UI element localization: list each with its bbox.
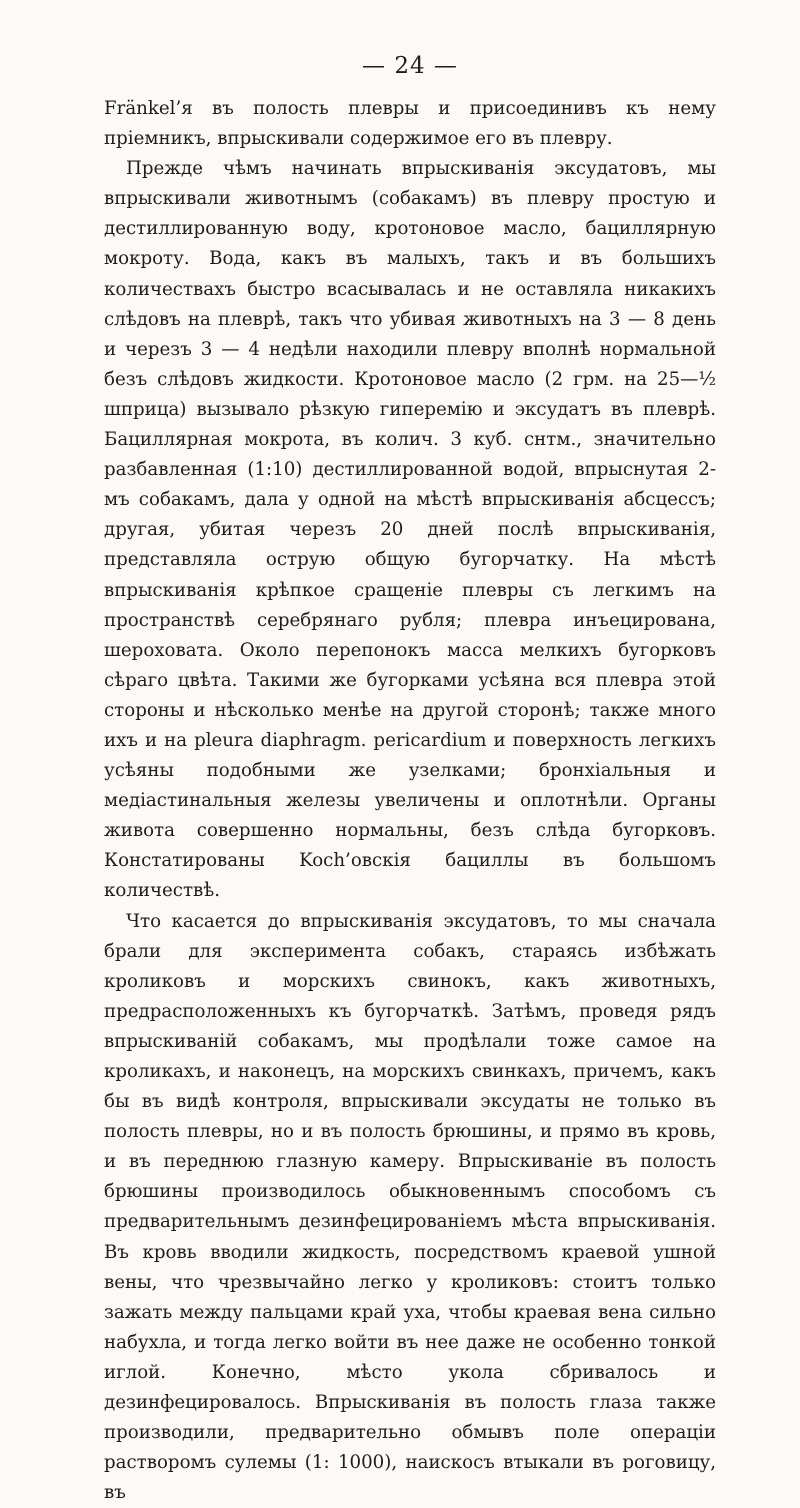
page-number: — 24 — — [362, 53, 458, 79]
paragraph-1: Fränkel’я въ полость плевры и присоединивъ къ нему пріемникъ, впрыскивали содержимое его въ плевру. — [104, 98, 716, 150]
document-page — [104, 52, 716, 1508]
paragraph-2: Прежде чѣмъ начинать впрыскиванія эксудатовъ, мы впрыскивали животнымъ (собакамъ) въ плевру простую и дестиллированную воду, кротоновое масло, бациллярную мокроту. Вода, какъ въ малыхъ, такъ и въ большихъ количествахъ быстро всасывалась и не оставляла никакихъ слѣдовъ на плеврѣ, такъ что убивая животныхъ на 3 — 8 день и черезъ 3 — 4 недѣли находили плевру вполнѣ нормальной безъ слѣдовъ жидкости. Кротоновое масло (2 грм. на 25—½ шприца) вызывало рѣзкую гиперемію и эксудатъ въ плеврѣ. Бациллярная мокрота, въ колич. 3 куб. снтм., значительно разбавленная (1:10) дестиллированной водой, впрыснутая 2-мъ собакамъ, дала у одной на мѣстѣ впрыскиванія абсцессъ; другая, убитая черезъ 20 дней послѣ впрыскиванія, представляла острую общую бугорчатку. На мѣстѣ впрыскиванія крѣпкое сращеніе плевры съ легкимъ на пространствѣ серебрянаго рубля; плевра инъецирована, шероховата. Около перепонокъ масса мелкихъ бугорковъ сѣраго цвѣта. Такими же бугорками усѣяна вся плевра этой стороны и нѣсколько менѣе на другой сторонѣ; также много ихъ и на pleura diaphragm. pericardium и поверхность легкихъ усѣяны подобными же узелками; бронхіальныя и медіастинальныя железы увеличены и оплотнѣли. Органы живота совершенно нормальны, безъ слѣда бугорковъ. Констатированы Koch’овскія бациллы въ большомъ количествѣ. — [104, 158, 716, 902]
paragraph-3: Что касается до впрыскиванія эксудатовъ, то мы сначала брали для эксперимента собакъ, стараясь избѣжать кроликовъ и морскихъ свинокъ, какъ животныхъ, предрасположенныхъ къ бугорчаткѣ. Затѣмъ, проведя рядъ впрыскиваній собакамъ, мы продѣлали тоже самое на кроликахъ, и наконецъ, на морскихъ свинкахъ, причемъ, какъ бы въ видѣ контроля, впрыскивали эксудаты не только въ полость плевры, но и въ полость брюшины, и прямо въ кровь, и въ переднюю глазную камеру. Впрыскиваніе въ полость брюшины производилось обыкновеннымъ способомъ съ предварительнымъ дезинфецированіемъ мѣста впрыскиванія. Въ кровь вводили жидкость, посредствомъ краевой ушной вены, что чрезвычайно легко у кроликовъ: стоитъ только зажать между пальцами край уха, чтобы краевая вена сильно набухла, и тогда легко войти въ нее даже не особенно тонкой иглой. Конечно, мѣсто укола сбривалось и дезинфецировалось. Впрыскиванія въ полость глаза также производили, предварительно обмывъ поле операціи растворомъ сулемы (1: 1000), наискосъ втыкали въ роговицу, въ — [104, 910, 716, 1504]
